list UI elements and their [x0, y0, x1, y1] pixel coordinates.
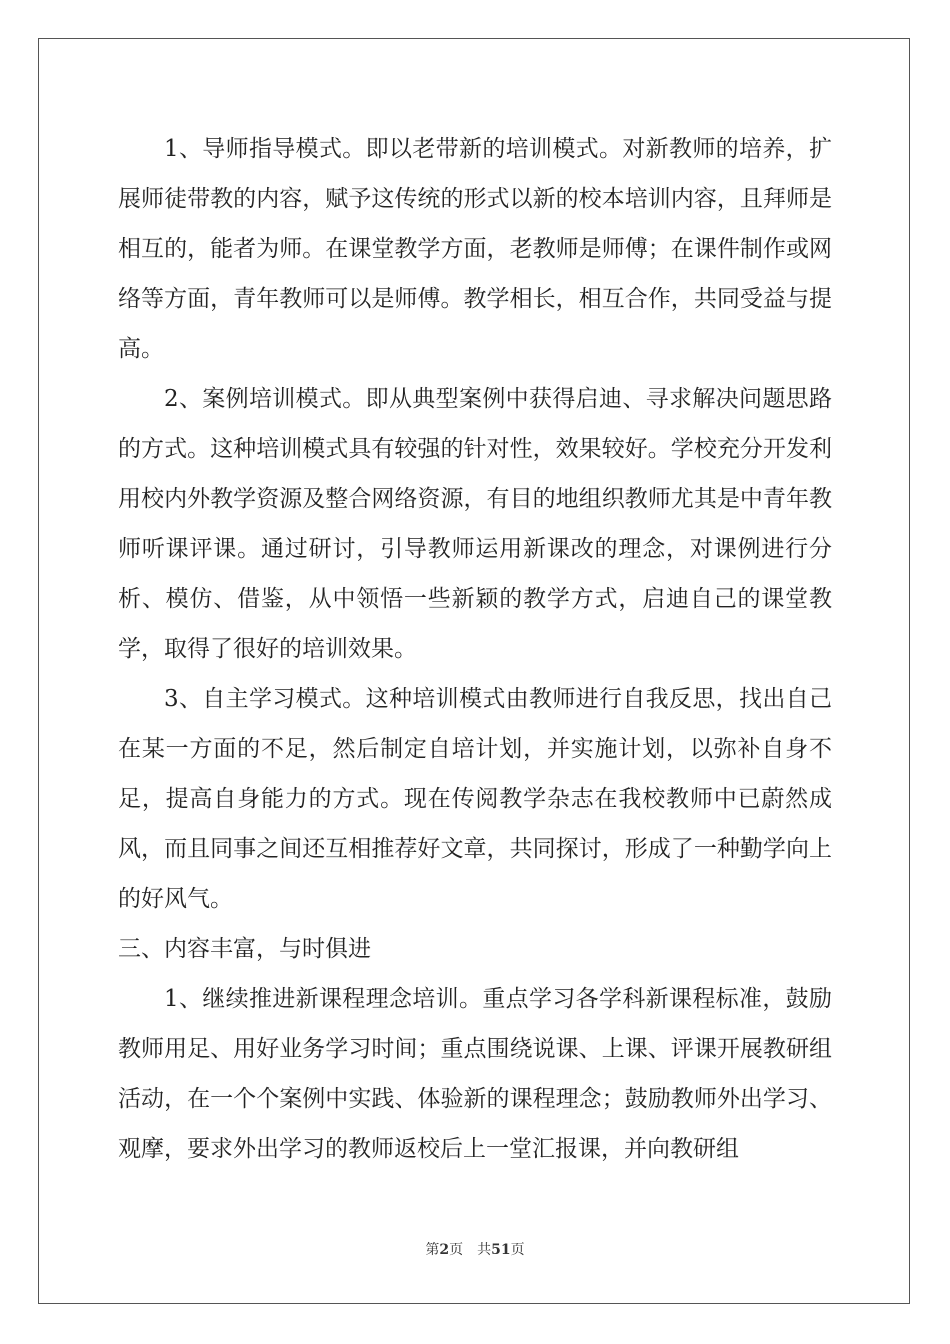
paragraph-4: 1、继续推进新课程理念培训。重点学习各学科新课程标准，鼓励教师用足、用好业务学习时间；重点围绕说课、上课、评课开展教研组活动，在一个个案例中实践、体验新的课程理念；鼓励教师外出学习、观摩，要求外出学习的教师返校后上一堂汇报课，并向教研组: [118, 986, 832, 1162]
paragraph-3: 3、自主学习模式。这种培训模式由教师进行自我反思，找出自己在某一方面的不足，然后制定自培计划，并实施计划，以弥补自身不足，提高自身能力的方式。现在传阅教学杂志在我校教师中已蔚然成风，而且同事之间还互相推荐好文章，共同探讨，形成了一种勤学向上的好风气。: [118, 686, 832, 912]
section-heading: 三、内容丰富，与时俱进: [118, 936, 371, 962]
page-footer: [0, 1239, 950, 1259]
page-prefix: 第: [425, 1242, 440, 1258]
total-suffix: 页: [510, 1242, 525, 1258]
page-number: 2: [439, 1242, 450, 1258]
page-suffix: 页: [449, 1242, 464, 1258]
document-body: [118, 124, 832, 1174]
paragraph-2: 2、案例培训模式。即从典型案例中获得启迪、寻求解决问题思路的方式。这种培训模式具有较强的针对性，效果较好。学校充分开发利用校内外教学资源及整合网络资源，有目的地组织教师尤其是中青年教师听课评课。通过研讨，引导教师运用新课改的理念，对课例进行分析、模仿、借鉴，从中领悟一些新颖的教学方式，启迪自己的课堂教学，取得了很好的培训效果。: [118, 386, 832, 662]
paragraph-1: 1、导师指导模式。即以老带新的培训模式。对新教师的培养，扩展师徒带教的内容，赋予这传统的形式以新的校本培训内容，且拜师是相互的，能者为师。在课堂教学方面，老教师是师傅；在课件制作或网络等方面，青年教师可以是师傅。教学相长，相互合作，共同受益与提高。: [118, 136, 832, 362]
total-prefix: 共: [477, 1242, 492, 1258]
total-pages: 51: [491, 1242, 511, 1258]
